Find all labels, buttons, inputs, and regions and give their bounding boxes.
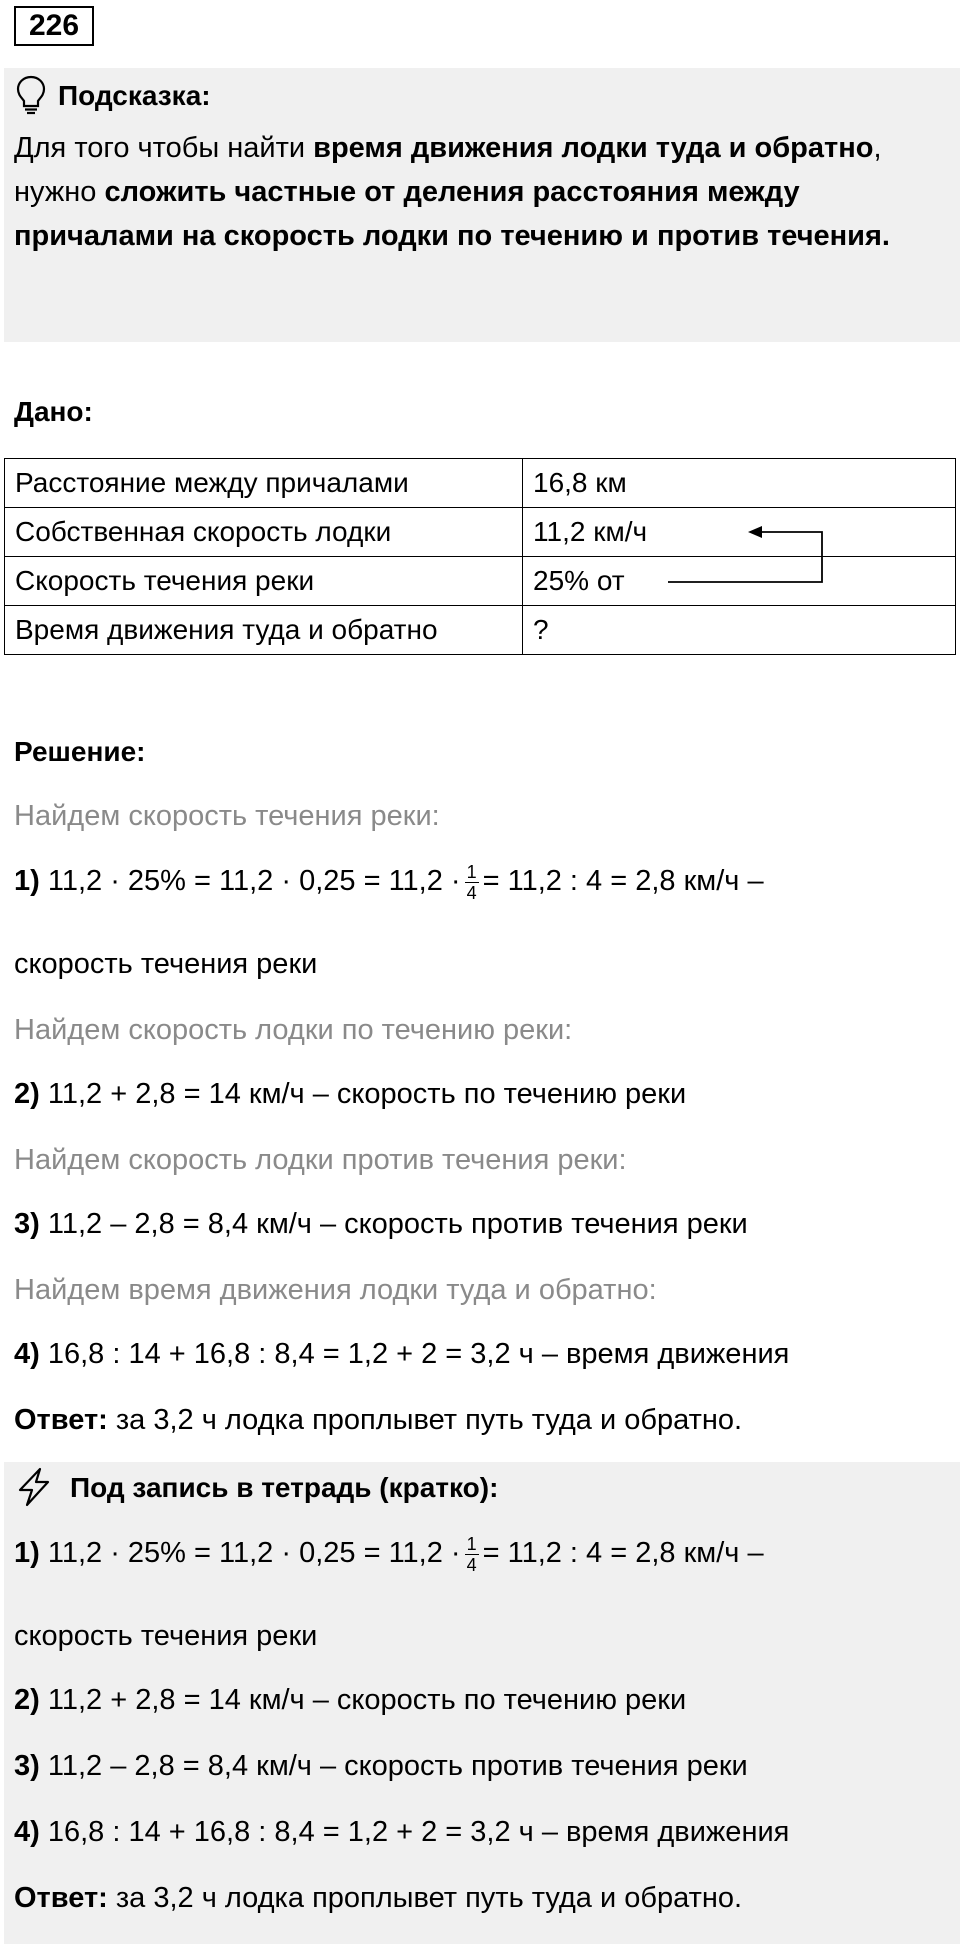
step-text: 11,2 · 25% = 11,2 · 0,25 = 11,2 · (47, 865, 461, 898)
fraction (465, 1534, 479, 1575)
lightning-icon (14, 1466, 54, 1508)
step-text: скорость течения реки (14, 948, 318, 980)
given-value-cell: ? (523, 606, 956, 655)
table-row (5, 606, 956, 655)
given-name-cell: Скорость течения реки (5, 557, 523, 606)
given-table (4, 458, 956, 655)
table-row (5, 508, 956, 557)
step-number: 1) (14, 865, 40, 898)
given-name-cell: Расстояние между причалами (5, 459, 523, 508)
step-number: 2) (14, 1078, 40, 1110)
step-text: 11,2 · 25% = 11,2 · 0,25 = 11,2 · (47, 1537, 461, 1570)
step-text: = 11,2 : 4 = 2,8 км/ч – (482, 865, 764, 898)
table-row (5, 557, 956, 606)
hint-text-part: , нужно (14, 132, 882, 208)
given-name-cell: Собственная скорость лодки (5, 508, 523, 557)
given-label: Дано: (14, 396, 93, 427)
table-row (5, 459, 956, 508)
fraction (465, 862, 479, 903)
step-line (14, 1534, 764, 1575)
hint-text-bold: время движения лодки туда и обратно (313, 132, 874, 164)
step-number: 3) (14, 1750, 40, 1782)
step-line (14, 862, 764, 903)
step-text: 11,2 + 2,8 = 14 км/ч – скорость по течению реки (47, 1684, 687, 1716)
given-value-cell: 11,2 км/ч (523, 508, 956, 557)
step-line (14, 1078, 686, 1111)
task-number: 226 (14, 6, 94, 46)
step-comment: Найдем скорость течения реки: (14, 800, 440, 832)
answer-text: за 3,2 ч лодка проплывет путь туда и обратно. (115, 1404, 743, 1436)
given-value-cell: 25% от (523, 557, 956, 606)
hint-text-bold: сложить частные от деления расстояния между причалами на скорость лодки по течению и против течения. (14, 176, 890, 252)
step-line (14, 1338, 789, 1371)
step-comment: Найдем скорость лодки по течению реки: (14, 1014, 573, 1046)
step-number: 4) (14, 1816, 40, 1848)
fraction-denominator: 4 (466, 1555, 477, 1575)
step-line (14, 1684, 686, 1717)
step-text: = 11,2 : 4 = 2,8 км/ч – (482, 1537, 764, 1570)
given-name-cell: Время движения туда и обратно (5, 606, 523, 655)
step-line (14, 1816, 789, 1849)
fraction-numerator: 1 (466, 862, 477, 882)
step-comment: Найдем время движения лодки туда и обратно: (14, 1274, 657, 1306)
lightbulb-icon (14, 74, 48, 116)
notes-title: Под запись в тетрадь (кратко): (70, 1472, 499, 1503)
given-value-cell: 16,8 км (523, 459, 956, 508)
hint-title: Подсказка: (58, 80, 211, 111)
solution-label: Решение: (14, 736, 146, 767)
step-line (14, 1750, 748, 1783)
step-text: 11,2 + 2,8 = 14 км/ч – скорость по течению реки (47, 1078, 687, 1110)
step-text: 11,2 – 2,8 = 8,4 км/ч – скорость против течения реки (47, 1208, 748, 1240)
fraction-denominator: 4 (466, 883, 477, 903)
answer-line (14, 1404, 742, 1437)
step-number: 3) (14, 1208, 40, 1240)
step-comment: Найдем скорость лодки против течения реки: (14, 1144, 627, 1176)
answer-line (14, 1882, 742, 1915)
step-text: 11,2 – 2,8 = 8,4 км/ч – скорость против течения реки (47, 1750, 748, 1782)
step-number: 4) (14, 1338, 40, 1370)
hint-text (14, 126, 944, 258)
step-number: 1) (14, 1537, 40, 1570)
step-line (14, 1208, 748, 1241)
fraction-numerator: 1 (466, 1534, 477, 1554)
answer-text: за 3,2 ч лодка проплывет путь туда и обратно. (115, 1882, 743, 1914)
step-text: 16,8 : 14 + 16,8 : 8,4 = 1,2 + 2 = 3,2 ч – время движения (47, 1816, 790, 1848)
answer-label: Ответ: (14, 1404, 108, 1436)
step-number: 2) (14, 1684, 40, 1716)
step-text: 16,8 : 14 + 16,8 : 8,4 = 1,2 + 2 = 3,2 ч – время движения (47, 1338, 790, 1370)
answer-label: Ответ: (14, 1882, 108, 1914)
hint-text-part: Для того чтобы найти (14, 132, 314, 164)
step-text: скорость течения реки (14, 1620, 318, 1652)
